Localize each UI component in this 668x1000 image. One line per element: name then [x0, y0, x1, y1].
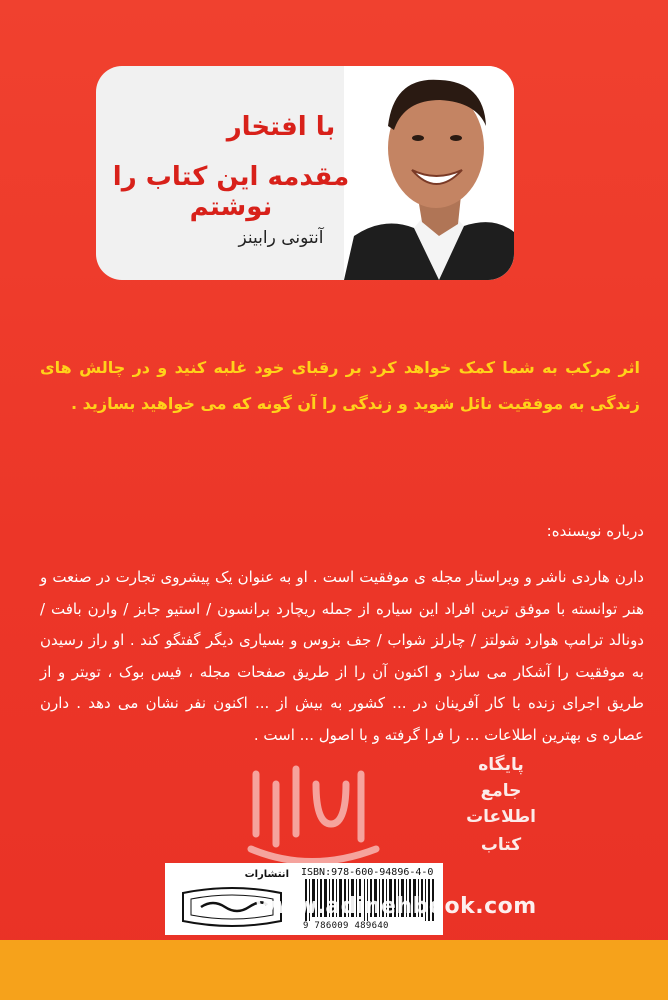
- endorsement-author: آنتونی رابینز: [238, 228, 324, 248]
- book-blurb: اثر مرکب به شما کمک خواهد کرد بر رقبای خود غلبه کنید و در چالش های زندگی به موفقیت نائل شوید و زندگی را آن گونه که می خواهید بسازید .: [40, 358, 640, 413]
- publisher-label: انتشارات: [244, 869, 289, 880]
- bottom-strip: [0, 940, 668, 1000]
- endorsement-line-1: با افتخار: [226, 112, 336, 142]
- author-portrait: [344, 66, 514, 280]
- about-author-heading: درباره نویسنده:: [546, 522, 644, 540]
- watermark-logo: [236, 754, 386, 874]
- watermark-line-2: جامع: [480, 781, 522, 801]
- isbn-text: ISBN:978-600-94896-4-0: [301, 867, 434, 878]
- barcode-digits: 9 786009 489640: [303, 921, 389, 931]
- endorsement-panel: [96, 66, 514, 280]
- endorsement-line-2: مقدمه این کتاب را نوشتم: [112, 162, 350, 222]
- about-author-body: دارن هاردی ناشر و ویراستار مجله ی موفقیت است . او به عنوان یک پیشروی تجارت در صنعت و هنر توانسته با موفق ترین افراد این سیاره از جمله ریچارد برانسون / استیو جابز / وارن بافت / دونالد ترامپ هوارد شولتز / چارلز شواب / جف بزوس و بسیاری دیگر گفتگو کند . او راز رسیدن به موفقیت را آشکار می سازد و اکنون آن را از طریق صفحات مجله ، فیس بوک ، تویتر و از طریق اجرای زنده با کار آفرینان در ... کشور به بیش از ... اکنون نفر نشان می دهد . دارن عصاره ی بهترین اطلاعات ... را فرا گرفته و با اصول ... است .: [40, 568, 644, 744]
- watermark-url: www.adinehbook.com: [255, 894, 537, 919]
- watermark-line-4: کتاب: [480, 835, 522, 855]
- watermark-line-3: اطلاعات: [466, 807, 536, 827]
- watermark-line-1: پایگاه: [478, 755, 524, 775]
